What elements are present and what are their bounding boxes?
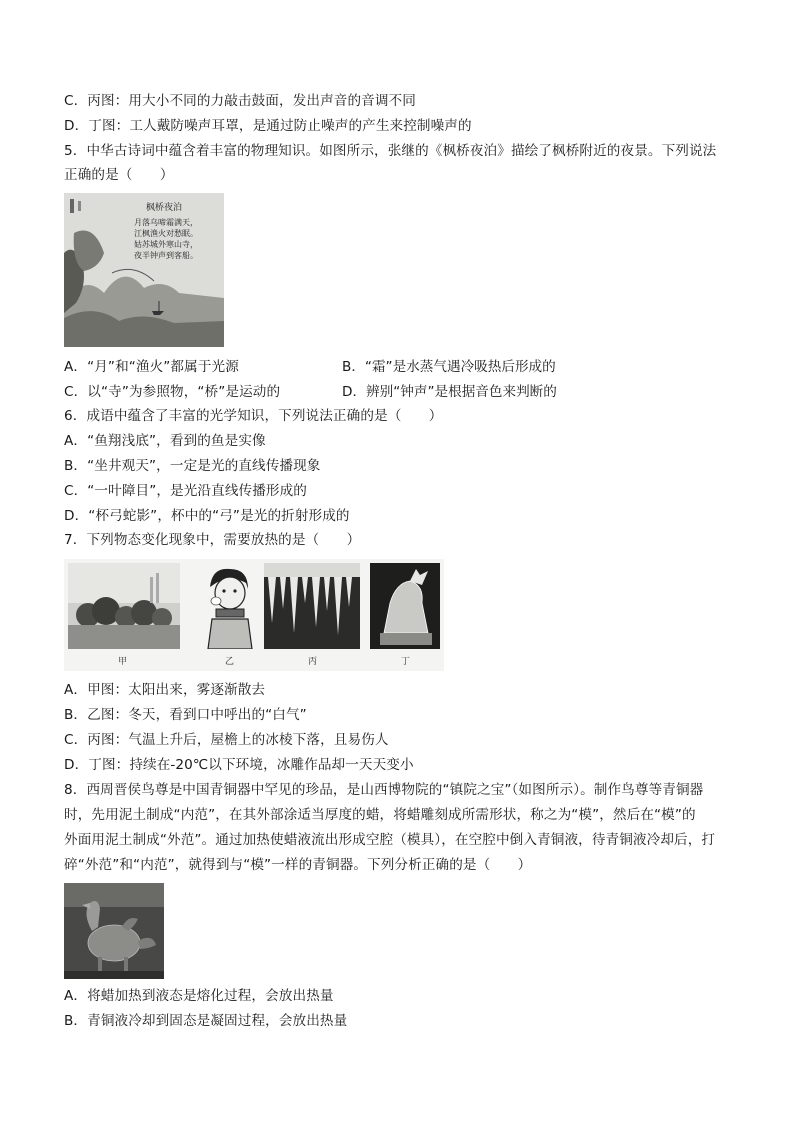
q7-option-b: B．乙图：冬天，看到口中呼出的“白气” bbox=[64, 707, 307, 723]
ice-sculpture-icon bbox=[370, 563, 440, 649]
q7-label-jia: 甲 bbox=[118, 657, 128, 667]
q4-option-c: C．丙图：用大小不同的力敲击鼓面，发出声音的音调不同 bbox=[64, 93, 416, 109]
q7-stem: 7．下列物态变化现象中，需要放热的是（ ） bbox=[64, 532, 361, 548]
q5-option-a: A．“月”和“渔火”都属于光源 bbox=[64, 359, 239, 375]
poem-text bbox=[134, 217, 198, 261]
poem-title: 枫桥夜泊 bbox=[146, 203, 183, 213]
q6-option-d: D．“杯弓蛇影”，杯中的“弓”是光的折射形成的 bbox=[64, 508, 350, 524]
q6-option-b: B．“坐井观天”，一定是光的直线传播现象 bbox=[64, 458, 321, 474]
q4-option-d: D．丁图：工人戴防噪声耳罩，是通过防止噪声的产生来控制噪声的 bbox=[64, 118, 472, 134]
poem-line: 月落乌啼霜满天， bbox=[134, 218, 198, 227]
icicles-icon bbox=[264, 563, 360, 649]
q8-stem-line3: 外面用泥土制成“外范”。通过加热使蜡液流出形成空腔（模具），在空腔中倒入青铜液，待青铜液冷却后，打 bbox=[64, 832, 716, 848]
q8-bird-vessel-photo bbox=[64, 883, 164, 979]
q7-option-c: C．丙图：气温上升后，屋檐上的冰棱下落，且易伤人 bbox=[64, 732, 389, 748]
q6-stem: 6．成语中蕴含了丰富的光学知识，下列说法正确的是（ ） bbox=[64, 408, 443, 424]
q8-stem-line4: 碎“外范”和“内范”，就得到与“模”一样的青铜器。下列分析正确的是（ ） bbox=[64, 857, 532, 873]
q7-label-yi: 乙 bbox=[225, 657, 235, 667]
q8-stem-line2: 时，先用泥土制成“内范”，在其外部涂适当厚度的蜡，将蜡雕刻成所需形状，称之为“模”，然后在“模”的 bbox=[64, 807, 696, 823]
bronze-bird-vessel-icon bbox=[64, 883, 164, 979]
poem-line: 江枫渔火对愁眠。 bbox=[134, 229, 198, 238]
q8-option-b: B．青铜液冷却到固态是凝固过程，会放出热量 bbox=[64, 1013, 348, 1029]
foggy-trees-icon bbox=[68, 563, 180, 649]
q7-option-a: A．甲图：太阳出来，雾逐渐散去 bbox=[64, 682, 266, 698]
q5-stem-line2: 正确的是（ ） bbox=[64, 167, 174, 183]
q6-option-c: C．“一叶障目”，是光沿直线传播形成的 bbox=[64, 483, 307, 499]
q8-stem-line1: 8．西周晋侯鸟尊是中国青铜器中罕见的珍品，是山西博物院的“镇院之宝”（如图所示）。制作鸟尊等青铜器 bbox=[64, 782, 704, 798]
q5-option-b: B．“霜”是水蒸气遇冷吸热后形成的 bbox=[342, 359, 556, 375]
poem-line: 夜半钟声到客船。 bbox=[134, 251, 198, 260]
q5-stem-line1: 5．中华古诗词中蕴含着丰富的物理知识。如图所示，张继的《枫桥夜泊》描绘了枫桥附近的夜景。下列说法 bbox=[64, 143, 717, 159]
boy-breathing-icon bbox=[202, 563, 256, 649]
q6-option-a: A．“鱼翔浅底”，看到的鱼是实像 bbox=[64, 433, 266, 449]
q7-label-ding: 丁 bbox=[401, 657, 411, 667]
q7-label-bing: 丙 bbox=[308, 657, 318, 667]
q5-poem-painting bbox=[64, 193, 224, 347]
poem-line: 姑苏城外寒山寺， bbox=[134, 240, 198, 249]
q5-option-c: C．以“寺”为参照物，“桥”是运动的 bbox=[64, 384, 281, 400]
q7-figure bbox=[64, 559, 444, 671]
q7-option-d: D．丁图：持续在-20℃以下环境，冰雕作品却一天天变小 bbox=[64, 757, 414, 773]
q8-option-a: A．将蜡加热到液态是熔化过程，会放出热量 bbox=[64, 988, 334, 1004]
q5-option-d: D．辨别“钟声”是根据音色来判断的 bbox=[342, 384, 557, 400]
